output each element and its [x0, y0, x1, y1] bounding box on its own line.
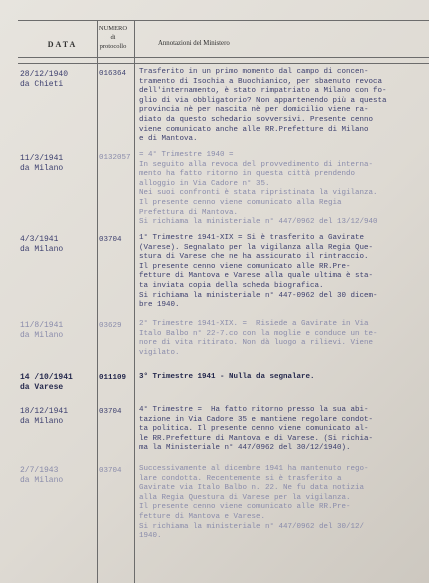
entry-text: 1° Trimestre 1941-XIX = Si è trasferito a Gavirate (Varese). Segnalato per la vigilanza alla Regia Que- stura di Varese che ne ha assicurato il rintraccio. Il presente cenno viene comunicato alle RR.Pre- fetture di Mantova e Varese alla quale ultima è sta- ta inviata copia della scheda biografica. Si richiama la ministeriale n° 447-0962 del 30 dicem- bre 1940. [139, 234, 378, 310]
header-annotations: Annotazioni del Ministero [158, 40, 230, 47]
entry-number: 011109 [99, 374, 127, 382]
entry-text: = 4° Trimestre 1940 = In seguito alla revoca del provvedimento di interna- mento ha fatto ritorno in questa città prendendo alloggio in Via Cadore n° 35. Nei suoi confronti è stata ripristinata la vigilanza. Il presente cenno viene comunicato alla Regia Prefettura di Mantova. Si richiama la ministeriale n° 447/0962 del 13/12/940 [139, 151, 378, 227]
row-divider [18, 20, 429, 21]
entry-text: 2° Trimestre 1941-XIX. = Risiede a Gavirate in Via Italo Balbo n° 22-7.co con la moglie e conduce un te- nore di vita ritirato. Non dà luogo a rilievi. Viene vigilato. [139, 320, 378, 357]
entry-date: 18/12/1941 da Milano [20, 407, 69, 426]
entry-text: Trasferito in un primo momento dal campo di concen- tramento di Isochia a Buochianico, per sbaenuto revoca dell'internamento, è stato rimpatriato a Milano con fo- glio di via obbligatorio? Non appartenendo più a questa provincia nè per nascita nè per domicilio viene ra- diato da questo schedario sovversivi. Presente cenno viene comunicato anche alle RR.Prefetture di Milano e di Mantova. [139, 68, 387, 144]
entry-number: 03704 [99, 467, 122, 475]
entry-number: 0132057 [99, 154, 131, 162]
entry-date: 28/12/1940 da Chieti [20, 70, 69, 89]
entry-number: 03704 [99, 236, 122, 244]
column-divider [97, 20, 98, 583]
entry-date: 4/3/1941 da Milano [20, 235, 64, 254]
entry-text: 3° Trimestre 1941 - Nulla da segnalare. [139, 373, 315, 381]
entry-number: 03704 [99, 408, 122, 416]
entry-number: 03629 [99, 322, 122, 330]
entry-date: 14 /10/1941 da Varese [20, 373, 73, 392]
entry-text: Successivamente al dicembre 1941 ha mantenuto rego- lare condotta. Recentemente si è trasferito a Gavirate via Italo Balbo n. 22. Ne fu data notizia alla Regia Questura di Varese per la vigilanza. Il presente cenno viene comunicato alle RR.Pre- fetture di Mantova e Varese. Si richiama la ministeriale n° 447/0962 del 30/12/ 1940. [139, 465, 369, 541]
row-divider [18, 63, 429, 64]
entry-text: 4° Trimestre = Ha fatto ritorno presso la sua abi- tazione in Via Cadore 35 e mantiene regolare condot- ta politica. Il presente cenno viene comunicato al- le RR.Prefetture di Mantova e di Varese. (Si richia- ma la Ministeriale n° 447/0962 del 30/12/1940). [139, 406, 374, 453]
entry-number: 016364 [99, 70, 127, 78]
header-protocol-number: NUMERO di protocollo [98, 25, 128, 50]
header-data: DATA [47, 40, 78, 49]
entry-date: 2/7/1943 da Milano [20, 466, 64, 485]
row-divider [18, 57, 429, 58]
entry-date: 11/3/1941 da Milano [20, 154, 64, 173]
entry-date: 11/8/1941 da Milano [20, 321, 64, 340]
column-divider [134, 20, 135, 583]
